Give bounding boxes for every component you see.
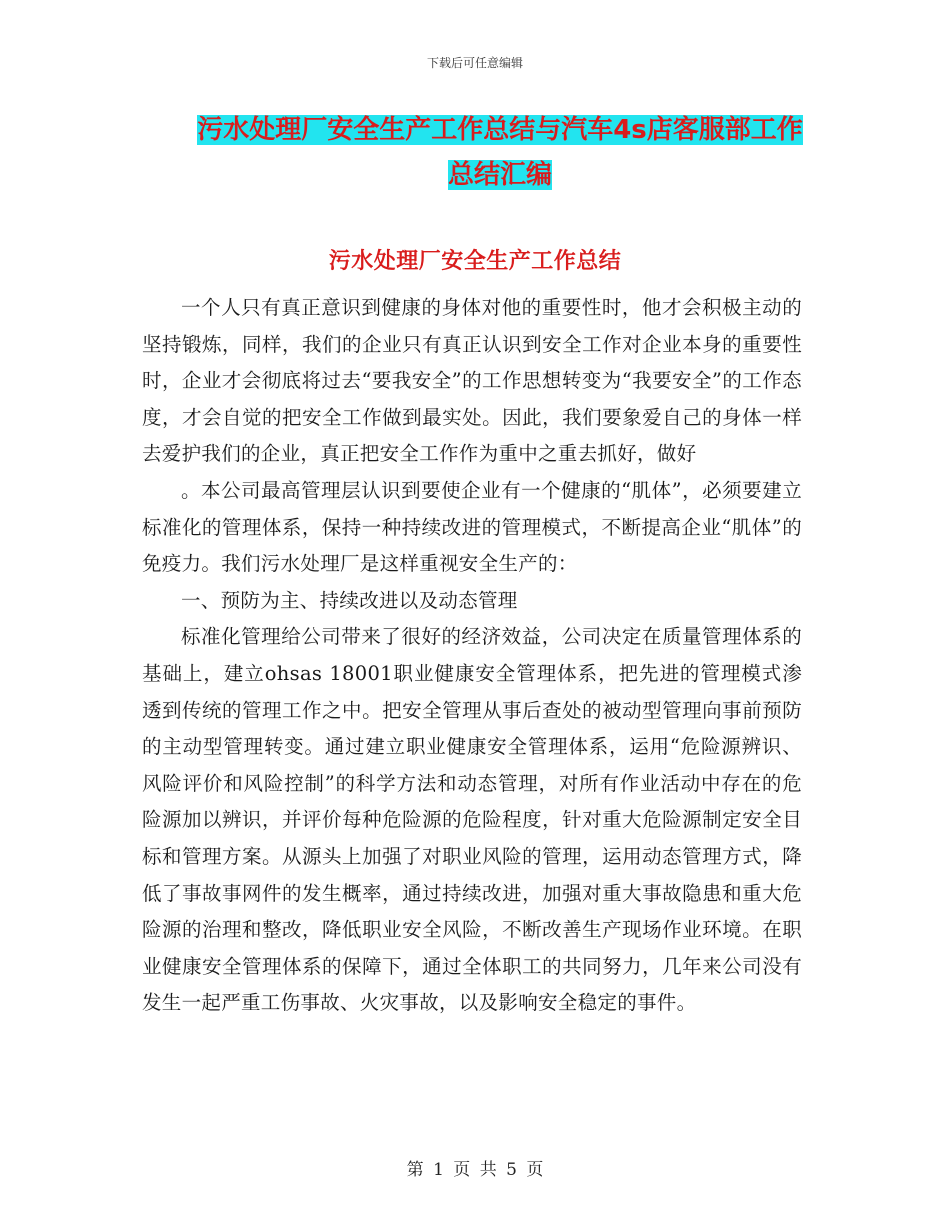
paragraph: 标准化管理给公司带来了很好的经济效益，公司决定在质量管理体系的基础上，建立ohsas 18001职业健康安全管理体系，把先进的管理模式渗透到传统的管理工作之中。把安全管理从事后查处的被动型管理向事前预防的主动型管理转变。通过建立职业健康安全管理体系，运用“危险源辨识、风险评价和风险控制”的科学方法和动态管理，对所有作业活动中存在的危险源加以辨识，并评价每种危险源的危险程度，针对重大危险源制定安全目标和管理方案。从源头上加强了对职业风险的管理，运用动态管理方式，降低了事故事网件的发生概率，通过持续改进，加强对重大事故隐患和重大危险源的治理和整改，降低职业安全风险，不断改善生产现场作业环境。在职业健康安全管理体系的保障下，通过全体职工的共同努力，几年来公司没有发生一起严重工伤事故、火灾事故，以及影响安全稳定的事件。 [142, 625, 802, 1015]
section-title: 污水处理厂安全生产工作总结 [328, 249, 622, 274]
document-title-line1: 污水处理厂安全生产工作总结与汽车4s店客服部工作 [197, 115, 803, 145]
page-number: 第 1 页 共 5 页 [406, 1160, 544, 1180]
document-title [140, 108, 860, 198]
body-text [142, 290, 802, 1022]
subheading-paragraph: 一、预防为主、持续改进以及动态管理 [181, 588, 518, 612]
document-title-line2: 总结汇编 [447, 160, 552, 190]
header-note: 下载后可任意编辑 [426, 56, 523, 70]
paragraph: 。本公司最高管理层认识到要使企业有一个健康的“肌体”，必须要建立标准化的管理体系，保持一种持续改进的管理模式，不断提高企业“肌体”的免疫力。我们污水处理厂是这样重视安全生产的： [142, 478, 802, 576]
paragraph: 一个人只有真正意识到健康的身体对他的重要性时，他才会积极主动的坚持锻炼，同样，我们的企业只有真正认识到安全工作对企业本身的重要性时，企业才会彻底将过去“要我安全”的工作思想转变为“我要安全”的工作态度，才会自觉的把安全工作做到最实处。因此，我们要象爱自己的身体一样去爱护我们的企业，真正把安全工作作为重中之重去抓好，做好 [142, 296, 802, 466]
